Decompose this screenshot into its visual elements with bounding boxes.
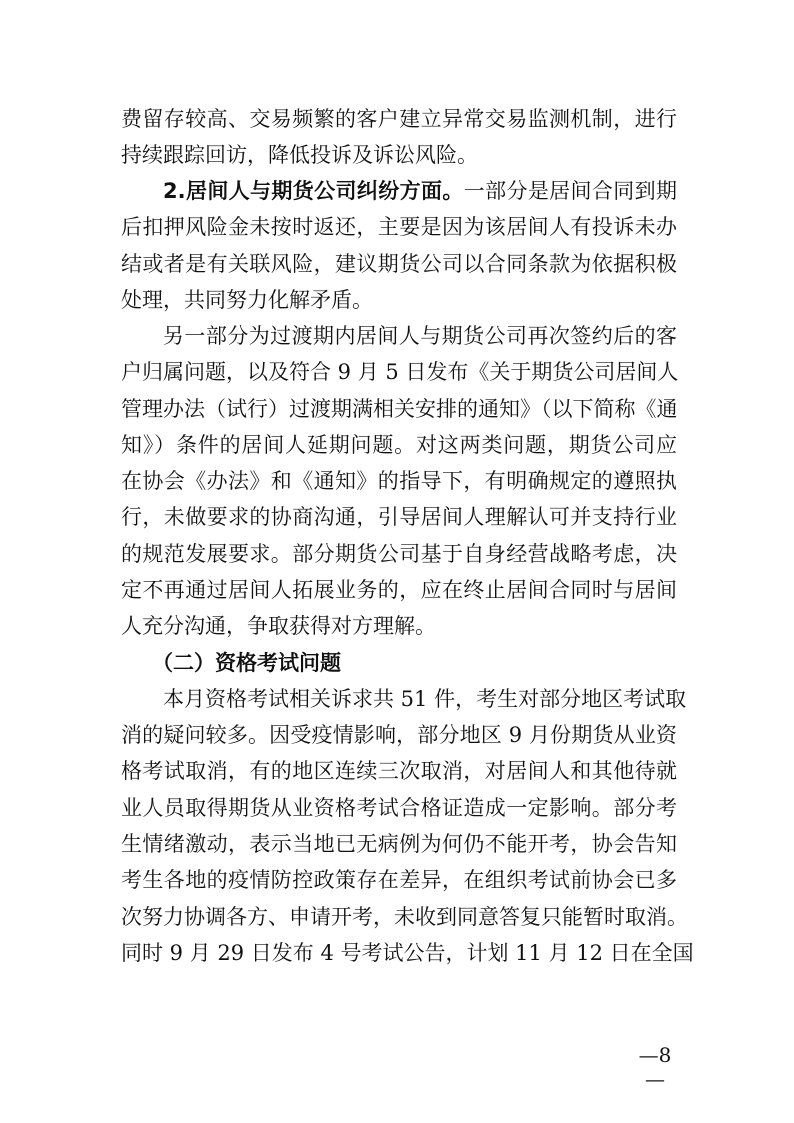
section-heading: （二）资格考试问题 xyxy=(152,651,341,675)
page-number: —8— xyxy=(638,1043,672,1091)
paragraph-line: 另一部分为过渡期内居间人与期货公司再次签约后的客 xyxy=(163,324,677,348)
paragraph-line: 户归属问题，以及符合 9 月 5 日发布《关于期货公司居间人 xyxy=(121,360,679,384)
paragraph-line: 持续跟踪回访，降低投诉及诉讼风险。 xyxy=(121,143,478,167)
paragraph-text: 一部分是居间合同到期 xyxy=(463,179,678,203)
paragraph-line: 费留存较高、交易频繁的客户建立异常交易监测机制，进行 xyxy=(121,107,677,131)
paragraph-line: 的规范发展要求。部分期货公司基于自身经营战略考虑，决 xyxy=(121,542,677,566)
paragraph-line: 考生各地的疫情防控政策存在差异，在组织考试前协会已多 xyxy=(121,868,677,892)
paragraph-line xyxy=(121,177,677,205)
paragraph-line: 行，未做要求的协商沟通，引导居间人理解认可并支持行业 xyxy=(121,505,677,529)
paragraph-line: 消的疑问较多。因受疫情影响，部分地区 9 月份期货从业资 xyxy=(121,723,677,747)
paragraph-line: 定不再通过居间人拓展业务的，应在终止居间合同时与居间 xyxy=(121,578,677,602)
paragraph-line: 生情绪激动，表示当地已无病例为何仍不能开考，协会告知 xyxy=(121,832,677,856)
paragraph-line: 在协会《办法》和《通知》的指导下，有明确规定的遵照执 xyxy=(121,469,677,493)
paragraph-line: 后扣押风险金未按时返还，主要是因为该居间人有投诉未办 xyxy=(121,215,677,239)
paragraph-line: 同时 9 月 29 日发布 4 号考试公告，计划 11 月 12 日在全国 xyxy=(121,941,694,965)
paragraph-line: 本月资格考试相关诉求共 51 件，考生对部分地区考试取 xyxy=(163,687,687,711)
paragraph-line: 管理办法（试行）过渡期满相关安排的通知》（以下简称《通 xyxy=(121,397,678,421)
paragraph-line: 处理，共同努力化解矛盾。 xyxy=(121,288,373,312)
paragraph-line: 人充分沟通，争取获得对方理解。 xyxy=(121,614,436,638)
section-subheading: 2.居间人与期货公司纠纷方面。 xyxy=(163,179,464,203)
paragraph-line: 知》）条件的居间人延期问题。对这两类问题，期货公司应 xyxy=(121,433,677,457)
paragraph-line: 结或者是有关联风险，建议期货公司以合同条款为依据积极 xyxy=(121,252,677,276)
paragraph-line: 次努力协调各方、申请开考，未收到同意答复只能暂时取消。 xyxy=(121,905,688,929)
paragraph-line: 格考试取消，有的地区连续三次取消，对居间人和其他待就 xyxy=(121,759,677,783)
paragraph-line: 业人员取得期货从业资格考试合格证造成一定影响。部分考 xyxy=(121,796,677,820)
